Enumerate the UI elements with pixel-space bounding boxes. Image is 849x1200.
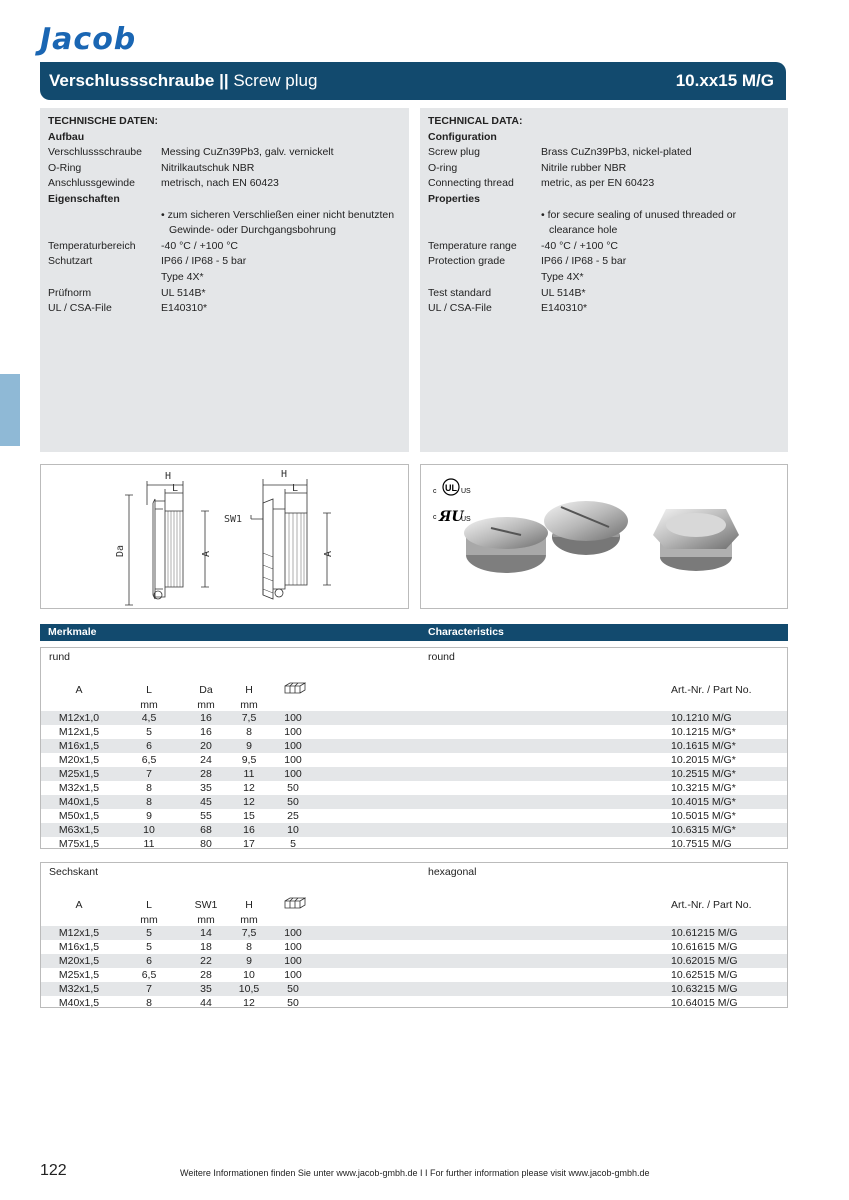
table-row (41, 823, 787, 837)
table-cell: 44 (200, 997, 212, 1009)
table-cell: 8 (146, 997, 152, 1009)
table-cell: 10.1615 M/G* (671, 740, 736, 752)
col-header: H (245, 684, 253, 696)
table-cell: 16 (243, 824, 255, 836)
table-row (41, 711, 787, 725)
table-cell: 10.5015 M/G* (671, 810, 736, 822)
title-bar (40, 62, 786, 100)
table-cell: M12x1,0 (58, 712, 100, 724)
tech-heading: TECHNICAL DATA: (428, 115, 523, 127)
spec-row: Temperaturbereich -40 °C / +100 °C (48, 239, 238, 252)
dim-h: H (165, 471, 172, 482)
unit-label: mm (240, 914, 258, 926)
table-cell: 9 (146, 810, 152, 822)
table-cell: 10 (243, 969, 255, 981)
tech-heading: TECHNISCHE DATEN: (48, 115, 159, 127)
unit-label: mm (240, 699, 258, 711)
table-cell: 35 (200, 782, 212, 794)
table-cell: M32x1,5 (58, 782, 100, 794)
tech-data-en (420, 108, 788, 452)
section-de: Merkmale (48, 626, 97, 638)
table-cell: 10.63215 M/G (671, 983, 738, 995)
table-cell: 50 (287, 983, 299, 995)
spec-row: Test standard UL 514B* (428, 286, 586, 299)
svg-text:US: US (461, 488, 471, 495)
table-cell: 100 (284, 927, 302, 939)
bullet-text: • zum sicheren Verschließen einer nicht benutzten Gewinde- oder Durchgangsbohrung (161, 208, 395, 237)
svg-text:ЯU: ЯU (439, 509, 464, 525)
table-row (41, 809, 787, 823)
svg-text:UL: UL (445, 483, 457, 493)
side-tab (0, 374, 20, 446)
page-title: Verschlussschraube || Screw plug (49, 71, 318, 90)
table-cell: 10.1210 M/G (671, 712, 732, 724)
table-row (41, 767, 787, 781)
table-cell: 15 (243, 810, 255, 822)
table-row (41, 725, 787, 739)
plug-photo-1 (464, 517, 548, 573)
props-heading: Properties (428, 192, 480, 205)
table-cell: M12x1,5 (58, 726, 100, 738)
spec-row: Anschlussgewinde metrisch, nach EN 60423 (48, 177, 279, 190)
spec-row: Prüfnorm UL 514B* (48, 286, 206, 299)
unit-label: mm (140, 914, 158, 926)
spec-row: Type 4X* (541, 270, 584, 283)
ul-logo (433, 479, 471, 495)
table-cell: 50 (287, 782, 299, 794)
bullet-text: • for secure sealing of unused threaded or clearance hole (541, 208, 737, 237)
table-cell: 10.62015 M/G (671, 955, 738, 967)
table-cell: M16x1,5 (58, 740, 100, 752)
page-number: 122 (40, 1162, 67, 1179)
package-icon (284, 682, 306, 697)
table-cell: 100 (284, 768, 302, 780)
dim-l: L (292, 483, 299, 494)
table-row (41, 781, 787, 795)
table-cell: M63x1,5 (58, 824, 100, 836)
ur-logo (433, 509, 471, 525)
table-cell: 24 (200, 754, 212, 766)
spec-row: UL / CSA-File E140310* (428, 302, 588, 315)
table-cell: 100 (284, 740, 302, 752)
table-cell: M75x1,5 (58, 838, 100, 850)
table-cell: 80 (200, 838, 212, 850)
table-cell: 10.62515 M/G (671, 969, 738, 981)
col-header: L (146, 899, 152, 911)
table-cell: 10,5 (238, 983, 260, 995)
round-table (40, 647, 788, 849)
table-cell: 14 (200, 927, 212, 939)
table-cell: 20 (200, 740, 212, 752)
spec-row: Temperature range -40 °C / +100 °C (428, 239, 618, 252)
config-heading: Configuration (428, 130, 497, 143)
table-cell: 10.6315 M/G* (671, 824, 736, 836)
section-bar (40, 624, 788, 641)
col-header: L (146, 684, 152, 696)
table-row (41, 968, 787, 982)
unit-label: mm (197, 914, 215, 926)
table-cell: 9 (246, 955, 252, 967)
table-cell: 50 (287, 997, 299, 1009)
dim-a: A (201, 550, 212, 557)
table-cell: M12x1,5 (58, 927, 100, 939)
spec-row: Schutzart IP66 / IP68 - 5 bar (48, 255, 247, 268)
unit-label: mm (140, 699, 158, 711)
spec-row: UL / CSA-File E140310* (48, 302, 208, 315)
table-cell: M40x1,5 (58, 796, 100, 808)
table-cell: 6,5 (141, 754, 157, 766)
table-cell: 12 (243, 796, 255, 808)
table-cell: 68 (200, 824, 212, 836)
table-cell: 25 (287, 810, 299, 822)
spec-row: O-Ring Nitrilkautschuk NBR (48, 161, 255, 174)
table-cell: 28 (200, 969, 212, 981)
spec-row: O-ring Nitrile rubber NBR (428, 161, 627, 174)
table-cell: 10.61215 M/G (671, 927, 738, 939)
table-cell: 9,5 (241, 754, 257, 766)
unit-label: mm (197, 699, 215, 711)
col-header: H (245, 899, 253, 911)
table-cell: M50x1,5 (58, 810, 100, 822)
table-cell: 6 (146, 955, 152, 967)
table-cell: 10.3215 M/G* (671, 782, 736, 794)
table-cell: 10.2015 M/G* (671, 754, 736, 766)
table-cell: M20x1,5 (58, 955, 100, 967)
plug-photo-2 (544, 501, 628, 555)
table-row (41, 753, 787, 767)
dim-a: A (323, 550, 334, 557)
table-row (41, 982, 787, 996)
table-cell: 11 (243, 768, 255, 780)
table-cell: 100 (284, 712, 302, 724)
col-header: A (75, 899, 83, 911)
tech-data-de (40, 108, 409, 452)
table-cell: 100 (284, 969, 302, 981)
spec-row: Type 4X* (161, 270, 204, 283)
table-cell: M20x1,5 (58, 754, 100, 766)
table-cell: 18 (200, 941, 212, 953)
table-row (41, 926, 787, 940)
spec-row: Screw plug Brass CuZn39Pb3, nickel-plated (428, 146, 692, 159)
table-row (41, 954, 787, 968)
col-header: A (75, 684, 83, 696)
svg-text:US: US (461, 516, 471, 523)
table-label-de: rund (49, 651, 71, 663)
table-label-en: hexagonal (428, 866, 477, 878)
table-cell: 10.64015 M/G (671, 997, 738, 1009)
spec-row: Connecting thread metric, as per EN 60423 (428, 177, 655, 190)
table-cell: 8 (146, 782, 152, 794)
table-cell: 5 (290, 838, 296, 850)
table-cell: 7,5 (241, 712, 257, 724)
table-cell: 10 (143, 824, 155, 836)
col-header: Art.-Nr. / Part No. (671, 684, 752, 696)
table-cell: 100 (284, 955, 302, 967)
table-row (41, 837, 787, 851)
table-cell: 6 (146, 740, 152, 752)
table-cell: 10 (287, 824, 299, 836)
table-row (41, 996, 787, 1010)
table-cell: 10.2515 M/G* (671, 768, 736, 780)
col-header: Art.-Nr. / Part No. (671, 899, 752, 911)
table-cell: 10.7515 M/G (671, 838, 732, 850)
dim-l: L (172, 483, 179, 494)
table-cell: 7,5 (241, 927, 257, 939)
table-cell: 5 (146, 927, 152, 939)
table-row (41, 739, 787, 753)
dim-h: H (281, 469, 288, 480)
table-cell: 7 (146, 768, 152, 780)
dim-da: Da (115, 544, 126, 557)
photo-svg (421, 465, 787, 608)
product-photo (420, 464, 788, 609)
table-cell: M40x1,5 (58, 997, 100, 1009)
table-row (41, 795, 787, 809)
table-cell: 10.61615 M/G (671, 941, 738, 953)
spec-row: Verschlussschraube Messing CuZn39Pb3, galv. vernickelt (48, 146, 334, 159)
table-cell: 8 (246, 941, 252, 953)
table-cell: 12 (243, 997, 255, 1009)
table-cell: 16 (200, 726, 212, 738)
package-icon (284, 897, 306, 912)
section-en: Characteristics (428, 626, 504, 638)
svg-text:c: c (433, 514, 437, 521)
table-cell: M16x1,5 (58, 941, 100, 953)
table-cell: 100 (284, 941, 302, 953)
hex-table (40, 862, 788, 1008)
table-cell: 16 (200, 712, 212, 724)
table-cell: 8 (246, 726, 252, 738)
table-cell: 10.4015 M/G* (671, 796, 736, 808)
table-cell: 50 (287, 796, 299, 808)
table-cell: 22 (200, 955, 212, 967)
technical-drawing (40, 464, 409, 609)
table-cell: 12 (243, 782, 255, 794)
table-cell: 100 (284, 726, 302, 738)
table-cell: 11 (143, 838, 155, 850)
drawing-svg (41, 465, 408, 608)
footer-text: Weitere Informationen finden Sie unter www.jacob-gmbh.de I I For further information please visit www.jacob-gmbh.de (180, 1168, 650, 1178)
spec-row: Protection grade IP66 / IP68 - 5 bar (428, 255, 627, 268)
table-cell: 45 (200, 796, 212, 808)
table-cell: 17 (243, 838, 255, 850)
brand-logo: Jacob (40, 22, 137, 57)
table-label-de: Sechskant (49, 866, 99, 878)
dim-sw1: SW1 (224, 514, 243, 525)
plug-photo-3 (653, 509, 739, 571)
props-heading: Eigenschaften (48, 192, 120, 205)
col-header: SW1 (194, 899, 218, 911)
table-cell: 100 (284, 754, 302, 766)
table-cell: 9 (246, 740, 252, 752)
table-cell: 4,5 (141, 712, 157, 724)
table-cell: M25x1,5 (58, 768, 100, 780)
product-code: 10.xx15 M/G (675, 71, 774, 90)
table-cell: 7 (146, 983, 152, 995)
config-heading: Aufbau (48, 130, 85, 143)
table-label-en: round (428, 651, 455, 663)
table-cell: 5 (146, 941, 152, 953)
table-cell: 35 (200, 983, 212, 995)
table-cell: 5 (146, 726, 152, 738)
table-cell: 28 (200, 768, 212, 780)
table-cell: 8 (146, 796, 152, 808)
table-row (41, 940, 787, 954)
table-cell: 55 (200, 810, 212, 822)
table-cell: 10.1215 M/G* (671, 726, 736, 738)
col-header: Da (199, 684, 213, 696)
table-cell: M25x1,5 (58, 969, 100, 981)
svg-text:c: c (433, 488, 437, 495)
table-cell: 6,5 (141, 969, 157, 981)
table-cell: M32x1,5 (58, 983, 100, 995)
